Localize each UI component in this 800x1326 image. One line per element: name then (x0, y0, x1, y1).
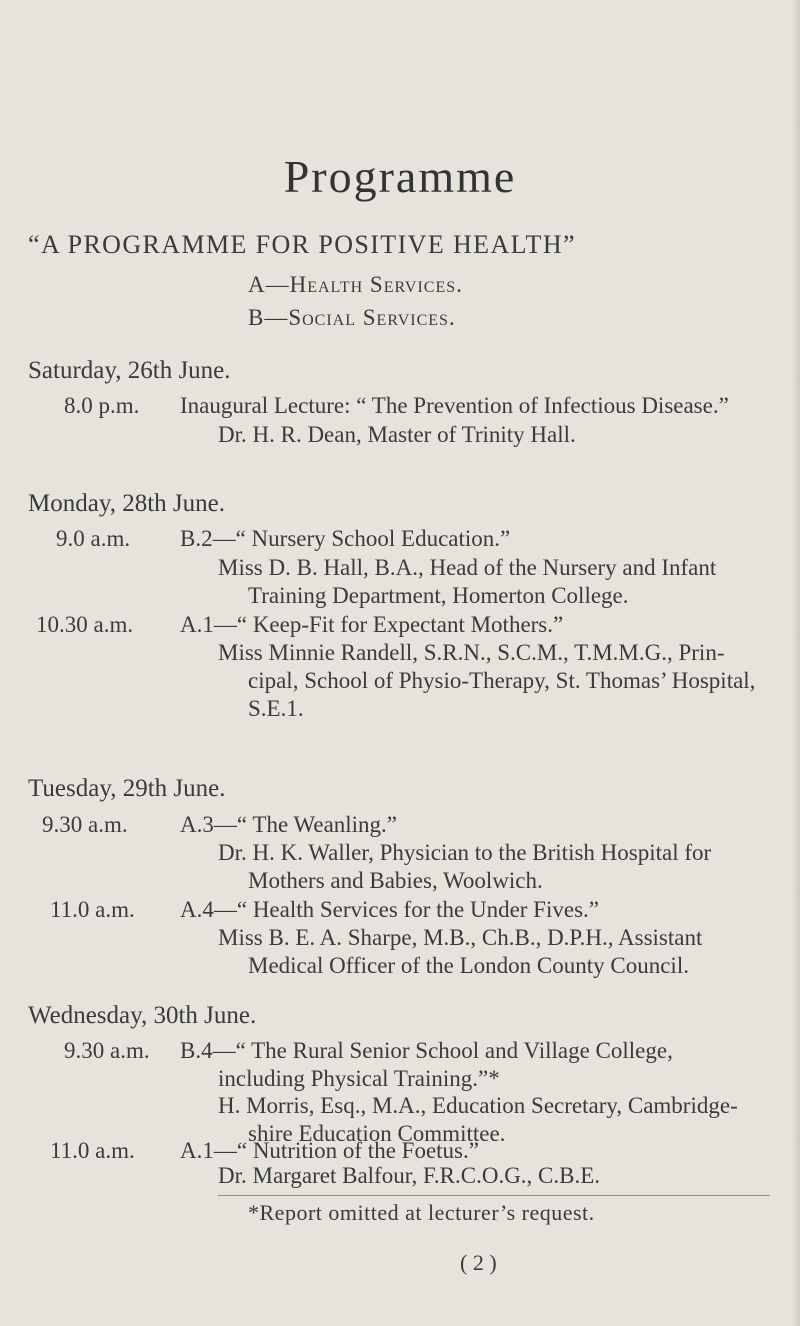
entry-lecture: A.1—“ Keep-Fit for Expectant Mothers.” (180, 612, 564, 637)
service-a: A—Health Services. (248, 272, 463, 297)
entry-speaker: H. Morris, Esq., M.A., Education Secretary, Cambridge- (218, 1093, 738, 1118)
entry-lecture: B.4—“ The Rural Senior School and Village College, (180, 1038, 673, 1063)
day-heading-monday: Monday, 28th June. (28, 490, 225, 517)
entry-time: 11.0 a.m. (50, 897, 135, 922)
entry-lecture: A.1—“ Nutrition of the Foetus.” (180, 1138, 479, 1163)
entry-lecture: including Physical Training.”* (218, 1066, 500, 1091)
programme-subtitle: “A PROGRAMME FOR POSITIVE HEALTH” (28, 230, 576, 259)
day-heading-tuesday: Tuesday, 29th June. (28, 775, 226, 802)
service-b: B—Social Services. (248, 305, 456, 330)
day-heading-wednesday: Wednesday, 30th June. (28, 1002, 257, 1029)
entry-speaker: Dr. H. K. Waller, Physician to the British Hospital for (218, 840, 712, 865)
entry-speaker: Training Department, Homerton College. (248, 583, 629, 608)
entry-speaker: shire Education Committee. (248, 1121, 506, 1146)
entry-speaker: Miss B. E. A. Sharpe, M.B., Ch.B., D.P.H., Assistant (218, 925, 703, 950)
entry-speaker: S.E.1. (248, 696, 304, 721)
entry-speaker: Miss Minnie Randell, S.R.N., S.C.M., T.M.M.G., Prin- (218, 640, 725, 665)
entry-time: 9.30 a.m. (64, 1038, 150, 1063)
entry-lecture: A.4—“ Health Services for the Under Fives.” (180, 897, 599, 922)
page-edge-shadow (792, 0, 800, 1326)
footnote: *Report omitted at lecturer’s request. (248, 1200, 595, 1225)
entry-speaker: Dr. H. R. Dean, Master of Trinity Hall. (218, 422, 576, 447)
footnote-divider (218, 1195, 770, 1196)
entry-time: 8.0 p.m. (64, 393, 140, 418)
entry-speaker: Dr. Margaret Balfour, F.R.C.O.G., C.B.E. (218, 1163, 601, 1188)
entry-lecture: B.2—“ Nursery School Education.” (180, 526, 511, 551)
entry-time: 9.0 a.m. (56, 526, 131, 551)
entry-speaker: cipal, School of Physio-Therapy, St. Thomas’ Hospital, (248, 668, 756, 693)
entry-time: 10.30 a.m. (36, 612, 134, 637)
entry-time: 9.30 a.m. (42, 812, 128, 837)
page-title: Programme (283, 151, 517, 202)
entry-lecture: A.3—“ The Weanling.” (180, 812, 398, 837)
entry-speaker: Medical Officer of the London County Council. (248, 953, 689, 978)
entry-lecture: Inaugural Lecture: “ The Prevention of Infectious Disease.” (180, 393, 729, 418)
page-number: ( 2 ) (460, 1250, 497, 1275)
entry-speaker: Mothers and Babies, Woolwich. (248, 868, 543, 893)
entry-speaker: Miss D. B. Hall, B.A., Head of the Nursery and Infant (218, 555, 717, 580)
entry-time: 11.0 a.m. (50, 1138, 135, 1163)
day-heading-saturday: Saturday, 26th June. (28, 357, 231, 384)
